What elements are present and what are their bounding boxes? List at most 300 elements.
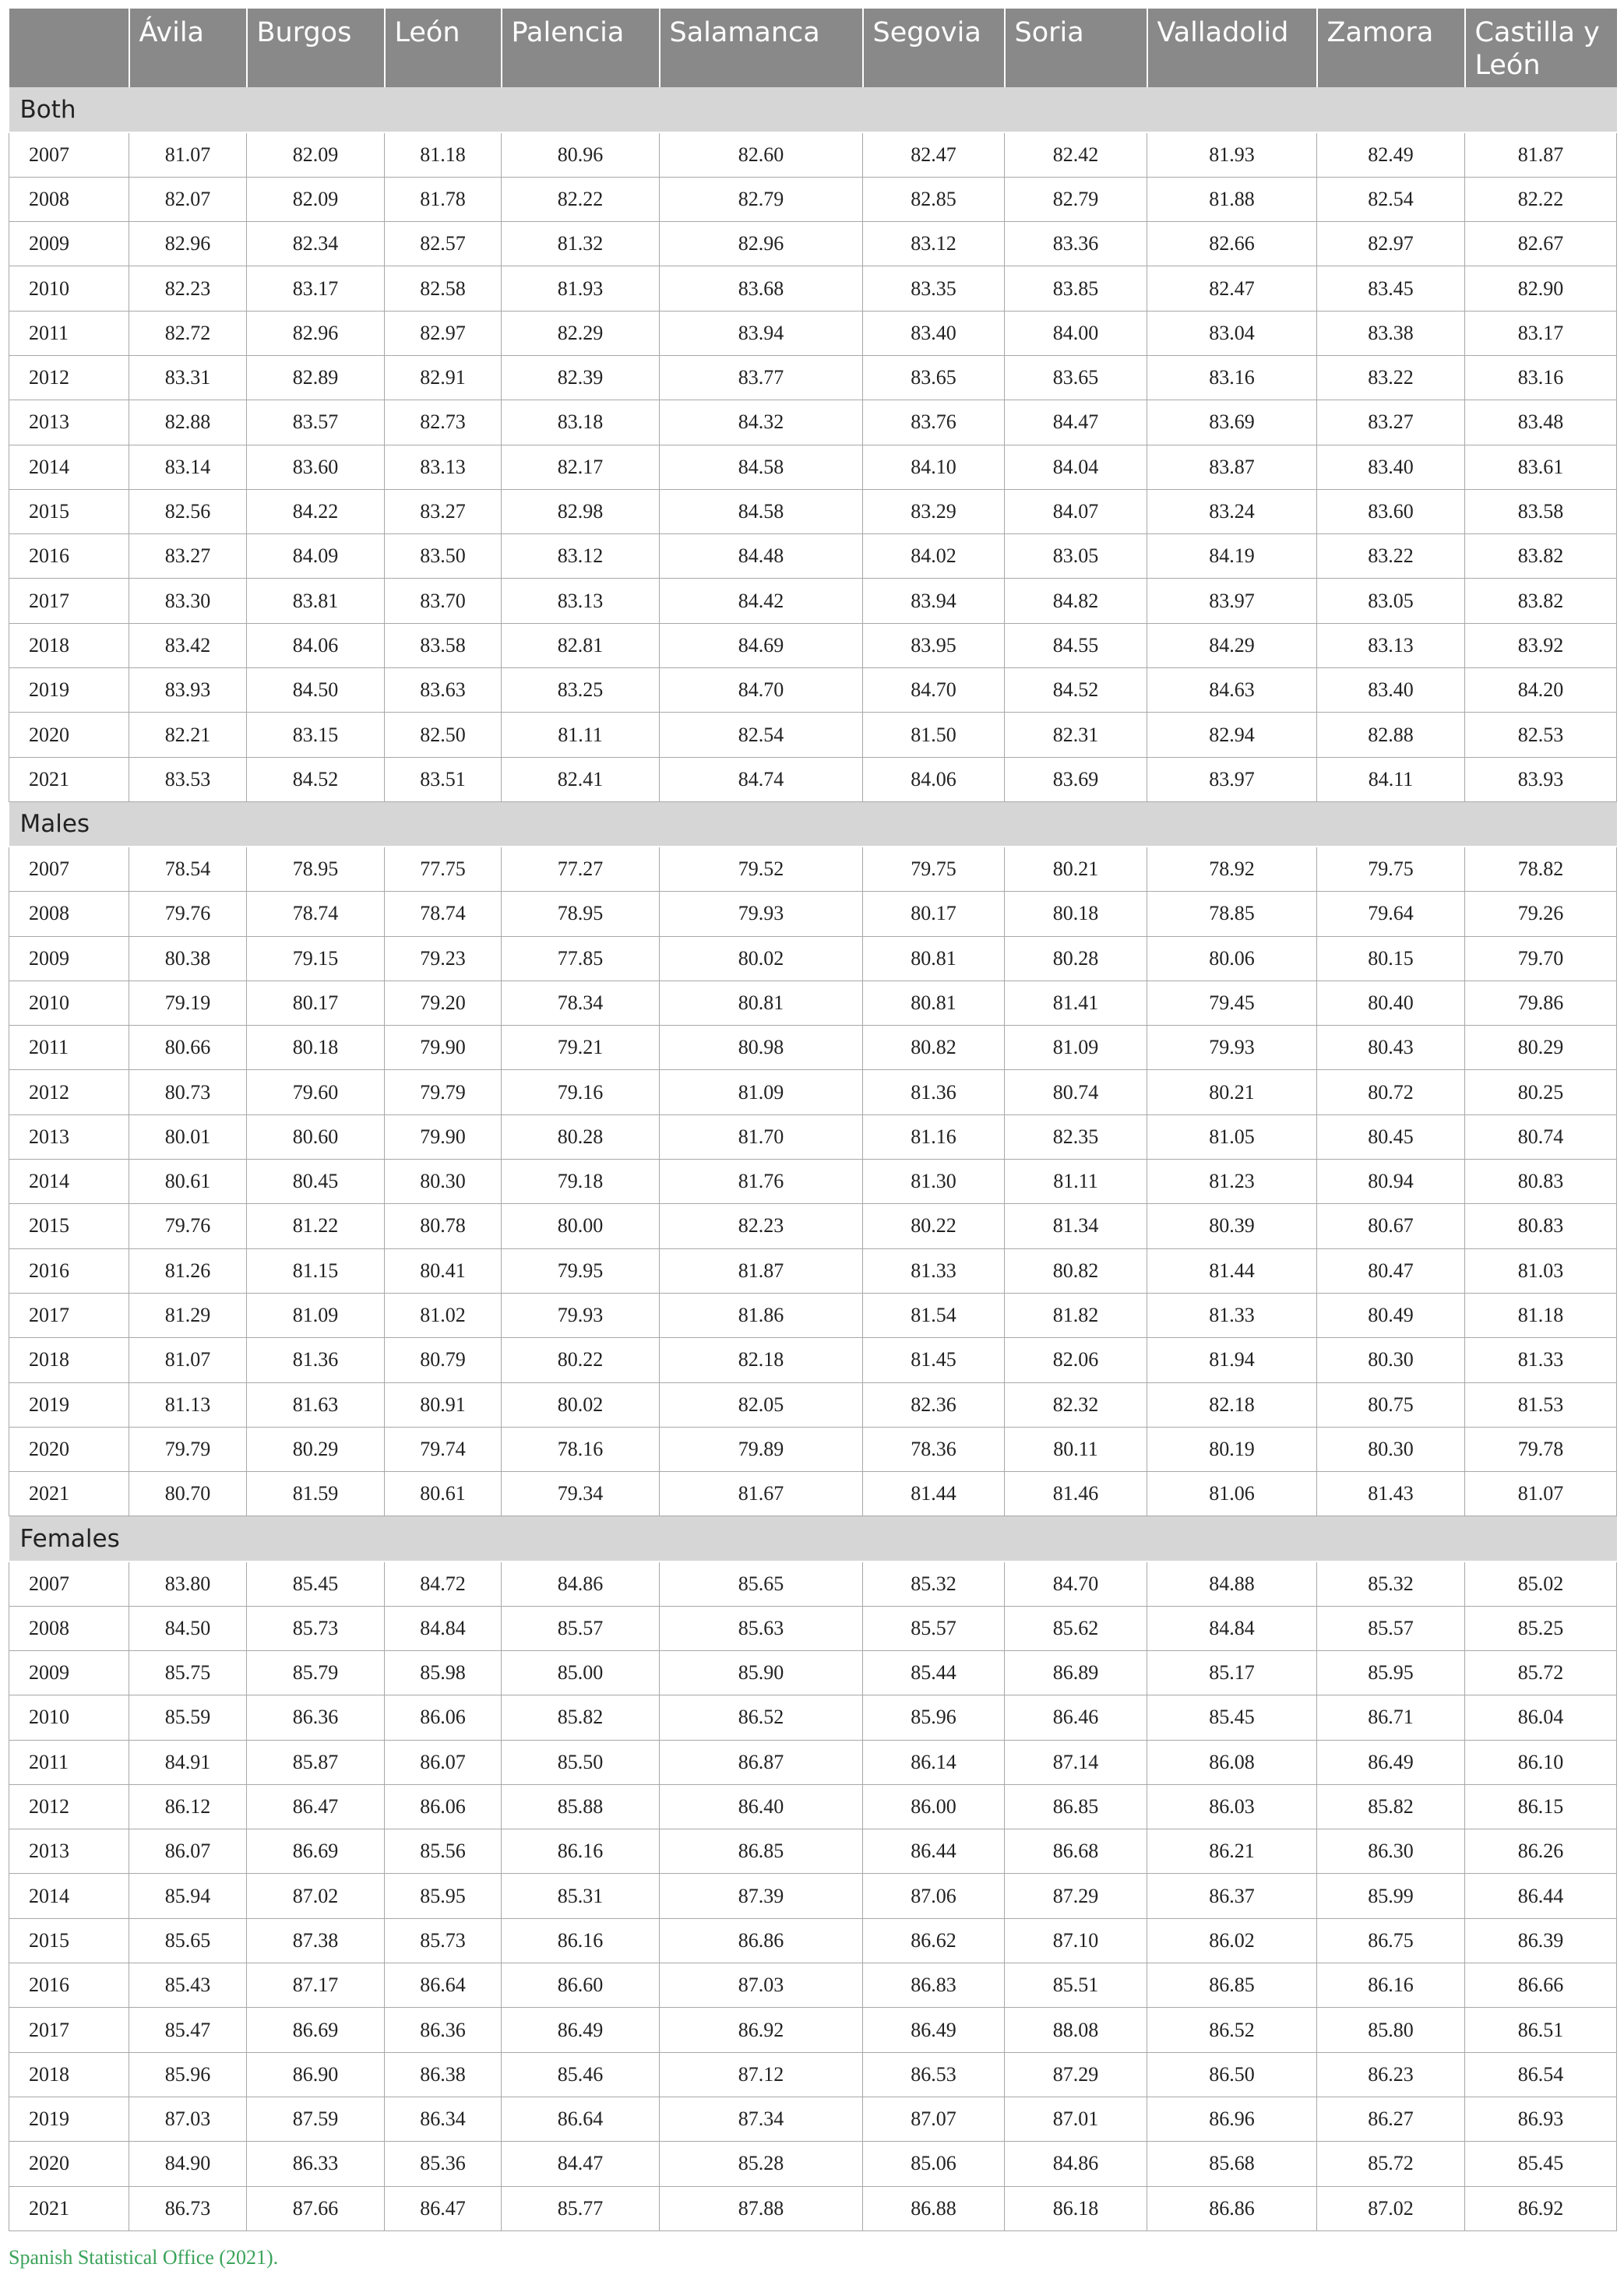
value-cell: 83.25 [502,668,660,713]
year-cell: 2010 [9,981,129,1025]
source-tail: ). [266,2246,279,2269]
value-cell: 86.26 [1465,1829,1617,1874]
source-year-link[interactable]: 2021 [225,2246,266,2269]
value-cell: 84.04 [1005,445,1147,489]
value-cell: 86.18 [1005,2186,1147,2230]
value-cell: 80.79 [385,1338,502,1382]
value-cell: 85.50 [502,1740,660,1784]
value-cell: 82.79 [660,177,863,221]
value-cell: 86.66 [1465,1963,1617,2008]
value-cell: 87.17 [247,1963,385,2008]
value-cell: 83.14 [129,445,247,489]
table-row [9,1874,1617,1918]
value-cell: 85.62 [1005,1606,1147,1650]
table-row [9,534,1617,579]
life-expectancy-table [9,9,1617,2231]
year-cell: 2012 [9,1070,129,1114]
value-cell: 84.06 [247,623,385,667]
value-cell: 87.03 [660,1963,863,2008]
table-row [9,1472,1617,1516]
year-cell: 2018 [9,623,129,667]
value-cell: 82.79 [1005,177,1147,221]
value-cell: 83.15 [247,713,385,757]
year-cell: 2014 [9,1874,129,1918]
value-cell: 85.32 [863,1562,1005,1606]
value-cell: 79.75 [1317,847,1465,891]
value-cell: 82.18 [660,1338,863,1382]
value-cell: 79.45 [1147,981,1317,1025]
value-cell: 81.50 [863,713,1005,757]
value-cell: 84.52 [1005,668,1147,713]
value-cell: 81.05 [1147,1114,1317,1159]
header-cell: Salamanca [660,9,863,87]
value-cell: 83.60 [247,445,385,489]
table-row [9,1070,1617,1114]
value-cell: 84.86 [502,1562,660,1606]
value-cell: 81.26 [129,1248,247,1293]
value-cell: 83.22 [1317,355,1465,400]
value-cell: 84.48 [660,534,863,579]
table-row [9,489,1617,533]
table-row [9,445,1617,489]
value-cell: 79.86 [1465,981,1617,1025]
value-cell: 83.17 [1465,311,1617,355]
value-cell: 84.50 [247,668,385,713]
value-cell: 79.76 [129,1204,247,1248]
value-cell: 81.07 [129,132,247,177]
value-cell: 80.17 [863,892,1005,936]
value-cell: 84.47 [1005,400,1147,445]
value-cell: 81.07 [1465,1472,1617,1516]
value-cell: 86.33 [247,2142,385,2186]
value-cell: 86.60 [502,1963,660,2008]
value-cell: 83.58 [385,623,502,667]
value-cell: 86.00 [863,1784,1005,1829]
value-cell: 83.63 [385,668,502,713]
value-cell: 83.27 [385,489,502,533]
section-row [9,801,1617,847]
value-cell: 84.74 [660,757,863,801]
value-cell: 81.86 [660,1293,863,1337]
value-cell: 84.50 [129,1606,247,1650]
value-cell: 84.72 [385,1562,502,1606]
value-cell: 79.23 [385,936,502,981]
year-cell: 2013 [9,1114,129,1159]
value-cell: 81.29 [129,1293,247,1337]
table-row [9,1382,1617,1427]
source-text: Spanish Statistical Office ( [9,2246,226,2269]
value-cell: 83.22 [1317,534,1465,579]
value-cell: 85.65 [660,1562,863,1606]
value-cell: 83.35 [863,266,1005,311]
value-cell: 81.34 [1005,1204,1147,1248]
table-row [9,266,1617,311]
value-cell: 81.33 [1465,1338,1617,1382]
value-cell: 87.10 [1005,1918,1147,1963]
value-cell: 79.26 [1465,892,1617,936]
value-cell: 82.09 [247,132,385,177]
value-cell: 83.95 [863,623,1005,667]
value-cell: 81.11 [502,713,660,757]
value-cell: 78.74 [247,892,385,936]
value-cell: 81.18 [1465,1293,1617,1337]
value-cell: 85.65 [129,1918,247,1963]
value-cell: 80.81 [863,981,1005,1025]
section-label: Females [9,1516,1617,1562]
year-cell: 2013 [9,400,129,445]
value-cell: 82.31 [1005,713,1147,757]
value-cell: 84.69 [660,623,863,667]
value-cell: 82.60 [660,132,863,177]
value-cell: 84.84 [385,1606,502,1650]
source-note [9,2246,278,2269]
value-cell: 81.88 [1147,177,1317,221]
value-cell: 86.04 [1465,1695,1617,1740]
value-cell: 80.28 [1005,936,1147,981]
value-cell: 83.93 [1465,757,1617,801]
value-cell: 86.08 [1147,1740,1317,1784]
year-cell: 2012 [9,1784,129,1829]
value-cell: 80.91 [385,1382,502,1427]
value-cell: 86.73 [129,2186,247,2230]
value-cell: 81.32 [502,222,660,266]
value-cell: 88.08 [1005,2008,1147,2052]
value-cell: 79.70 [1465,936,1617,981]
value-cell: 84.82 [1005,579,1147,623]
value-cell: 80.21 [1147,1070,1317,1114]
year-cell: 2008 [9,1606,129,1650]
value-cell: 87.29 [1005,2052,1147,2097]
value-cell: 79.21 [502,1026,660,1070]
value-cell: 83.92 [1465,623,1617,667]
value-cell: 82.05 [660,1382,863,1427]
value-cell: 82.96 [660,222,863,266]
value-cell: 80.18 [1005,892,1147,936]
year-cell: 2011 [9,1740,129,1784]
value-cell: 84.47 [502,2142,660,2186]
value-cell: 83.05 [1005,534,1147,579]
value-cell: 83.94 [863,579,1005,623]
value-cell: 80.06 [1147,936,1317,981]
value-cell: 84.02 [863,534,1005,579]
value-cell: 83.69 [1005,757,1147,801]
year-cell: 2009 [9,222,129,266]
value-cell: 83.45 [1317,266,1465,311]
year-cell: 2015 [9,1204,129,1248]
value-cell: 87.12 [660,2052,863,2097]
value-cell: 87.03 [129,2097,247,2141]
value-cell: 83.70 [385,579,502,623]
value-cell: 85.75 [129,1651,247,1695]
section-row [9,87,1617,132]
value-cell: 86.87 [660,1740,863,1784]
value-cell: 84.90 [129,2142,247,2186]
value-cell: 83.16 [1147,355,1317,400]
header-cell: León [385,9,502,87]
value-cell: 82.35 [1005,1114,1147,1159]
value-cell: 86.62 [863,1918,1005,1963]
value-cell: 85.77 [502,2186,660,2230]
year-cell: 2014 [9,445,129,489]
value-cell: 81.53 [1465,1382,1617,1427]
value-cell: 86.75 [1317,1918,1465,1963]
value-cell: 83.05 [1317,579,1465,623]
value-cell: 85.32 [1317,1562,1465,1606]
year-cell: 2016 [9,1248,129,1293]
value-cell: 80.19 [1147,1427,1317,1471]
value-cell: 80.83 [1465,1160,1617,1204]
value-cell: 80.43 [1317,1026,1465,1070]
year-cell: 2019 [9,668,129,713]
value-cell: 86.86 [1147,2186,1317,2230]
value-cell: 85.87 [247,1740,385,1784]
value-cell: 81.43 [1317,1472,1465,1516]
value-cell: 81.18 [385,132,502,177]
value-cell: 77.85 [502,936,660,981]
value-cell: 80.67 [1317,1204,1465,1248]
value-cell: 83.82 [1465,534,1617,579]
value-cell: 82.23 [129,266,247,311]
value-cell: 80.45 [1317,1114,1465,1159]
value-cell: 79.76 [129,892,247,936]
value-cell: 85.44 [863,1651,1005,1695]
value-cell: 81.09 [247,1293,385,1337]
value-cell: 83.12 [863,222,1005,266]
value-cell: 84.42 [660,579,863,623]
value-cell: 87.34 [660,2097,863,2141]
year-cell: 2016 [9,1963,129,2008]
value-cell: 80.17 [247,981,385,1025]
value-cell: 80.40 [1317,981,1465,1025]
value-cell: 85.46 [502,2052,660,2097]
year-cell: 2020 [9,713,129,757]
value-cell: 86.38 [385,2052,502,2097]
value-cell: 82.42 [1005,132,1147,177]
value-cell: 85.72 [1465,1651,1617,1695]
value-cell: 84.19 [1147,534,1317,579]
value-cell: 80.30 [1317,1338,1465,1382]
value-cell: 79.34 [502,1472,660,1516]
value-cell: 83.13 [502,579,660,623]
table-body [9,87,1617,2230]
value-cell: 82.47 [1147,266,1317,311]
value-cell: 85.28 [660,2142,863,2186]
value-cell: 81.67 [660,1472,863,1516]
value-cell: 79.93 [660,892,863,936]
value-cell: 82.97 [1317,222,1465,266]
table-row [9,1829,1617,1874]
value-cell: 81.87 [1465,132,1617,177]
value-cell: 81.33 [1147,1293,1317,1337]
value-cell: 81.36 [247,1338,385,1382]
value-cell: 82.34 [247,222,385,266]
year-cell: 2016 [9,534,129,579]
value-cell: 86.37 [1147,1874,1317,1918]
value-cell: 87.59 [247,2097,385,2141]
table-row [9,1293,1617,1337]
value-cell: 81.87 [660,1248,863,1293]
value-cell: 84.88 [1147,1562,1317,1606]
value-cell: 86.15 [1465,1784,1617,1829]
header-cell: Palencia [502,9,660,87]
value-cell: 83.76 [863,400,1005,445]
value-cell: 79.78 [1465,1427,1617,1471]
table-row [9,936,1617,981]
value-cell: 86.36 [247,1695,385,1740]
header-row [9,9,1617,87]
header-cell: Valladolid [1147,9,1317,87]
value-cell: 78.36 [863,1427,1005,1471]
value-cell: 80.25 [1465,1070,1617,1114]
year-cell: 2007 [9,1562,129,1606]
value-cell: 85.57 [863,1606,1005,1650]
value-cell: 83.69 [1147,400,1317,445]
value-cell: 82.18 [1147,1382,1317,1427]
value-cell: 81.09 [660,1070,863,1114]
value-cell: 86.85 [1147,1963,1317,2008]
value-cell: 80.61 [129,1160,247,1204]
value-cell: 80.81 [660,981,863,1025]
value-cell: 79.52 [660,847,863,891]
value-cell: 85.06 [863,2142,1005,2186]
value-cell: 80.22 [502,1338,660,1382]
value-cell: 82.09 [247,177,385,221]
table-row [9,400,1617,445]
value-cell: 79.19 [129,981,247,1025]
value-cell: 81.36 [863,1070,1005,1114]
value-cell: 82.85 [863,177,1005,221]
value-cell: 80.73 [129,1070,247,1114]
value-cell: 83.16 [1465,355,1617,400]
value-cell: 82.32 [1005,1382,1147,1427]
value-cell: 82.98 [502,489,660,533]
value-cell: 79.16 [502,1070,660,1114]
value-cell: 81.46 [1005,1472,1147,1516]
value-cell: 85.94 [129,1874,247,1918]
section-label: Males [9,801,1617,847]
value-cell: 86.69 [247,2008,385,2052]
value-cell: 78.54 [129,847,247,891]
table-row [9,668,1617,713]
value-cell: 80.22 [863,1204,1005,1248]
value-cell: 87.01 [1005,2097,1147,2141]
value-cell: 80.72 [1317,1070,1465,1114]
value-cell: 86.93 [1465,2097,1617,2141]
value-cell: 85.96 [863,1695,1005,1740]
value-cell: 81.23 [1147,1160,1317,1204]
value-cell: 82.58 [385,266,502,311]
year-cell: 2013 [9,1829,129,1874]
value-cell: 83.87 [1147,445,1317,489]
value-cell: 84.09 [247,534,385,579]
value-cell: 85.98 [385,1651,502,1695]
value-cell: 87.39 [660,1874,863,1918]
value-cell: 82.22 [502,177,660,221]
value-cell: 87.88 [660,2186,863,2230]
value-cell: 86.03 [1147,1784,1317,1829]
value-cell: 82.96 [129,222,247,266]
value-cell: 86.49 [863,2008,1005,2052]
value-cell: 83.65 [1005,355,1147,400]
table-row [9,623,1617,667]
value-cell: 81.94 [1147,1338,1317,1382]
value-cell: 83.17 [247,266,385,311]
value-cell: 83.38 [1317,311,1465,355]
value-cell: 85.72 [1317,2142,1465,2186]
value-cell: 83.93 [129,668,247,713]
value-cell: 84.84 [1147,1606,1317,1650]
value-cell: 82.23 [660,1204,863,1248]
value-cell: 86.16 [502,1918,660,1963]
value-cell: 84.52 [247,757,385,801]
value-cell: 82.47 [863,132,1005,177]
value-cell: 83.65 [863,355,1005,400]
value-cell: 79.60 [247,1070,385,1114]
value-cell: 86.47 [247,1784,385,1829]
value-cell: 82.41 [502,757,660,801]
value-cell: 82.97 [385,311,502,355]
value-cell: 86.12 [129,1784,247,1829]
value-cell: 85.80 [1317,2008,1465,2052]
value-cell: 80.70 [129,1472,247,1516]
value-cell: 80.28 [502,1114,660,1159]
value-cell: 83.97 [1147,757,1317,801]
value-cell: 86.52 [1147,2008,1317,2052]
value-cell: 86.30 [1317,1829,1465,1874]
value-cell: 86.06 [385,1784,502,1829]
value-cell: 86.21 [1147,1829,1317,1874]
table-row [9,132,1617,177]
header-cell: Zamora [1317,9,1465,87]
value-cell: 81.70 [660,1114,863,1159]
table-row [9,1338,1617,1382]
value-cell: 83.80 [129,1562,247,1606]
value-cell: 79.90 [385,1114,502,1159]
value-cell: 83.94 [660,311,863,355]
value-cell: 86.39 [1465,1918,1617,1963]
value-cell: 78.74 [385,892,502,936]
value-cell: 85.45 [1147,1695,1317,1740]
value-cell: 86.49 [502,2008,660,2052]
value-cell: 82.39 [502,355,660,400]
value-cell: 85.36 [385,2142,502,2186]
value-cell: 82.49 [1317,132,1465,177]
value-cell: 81.41 [1005,981,1147,1025]
header-cell: Ávila [129,9,247,87]
value-cell: 83.42 [129,623,247,667]
year-cell: 2011 [9,1026,129,1070]
value-cell: 79.15 [247,936,385,981]
value-cell: 83.61 [1465,445,1617,489]
value-cell: 81.93 [1147,132,1317,177]
value-cell: 83.29 [863,489,1005,533]
value-cell: 83.27 [1317,400,1465,445]
value-cell: 86.06 [385,1695,502,1740]
value-cell: 82.96 [247,311,385,355]
value-cell: 87.66 [247,2186,385,2230]
value-cell: 82.36 [863,1382,1005,1427]
value-cell: 83.57 [247,400,385,445]
table-row [9,1427,1617,1471]
table-row [9,1695,1617,1740]
value-cell: 87.07 [863,2097,1005,2141]
table-row [9,1160,1617,1204]
value-cell: 83.77 [660,355,863,400]
value-cell: 80.83 [1465,1204,1617,1248]
value-cell: 83.12 [502,534,660,579]
value-cell: 85.79 [247,1651,385,1695]
value-cell: 80.45 [247,1160,385,1204]
